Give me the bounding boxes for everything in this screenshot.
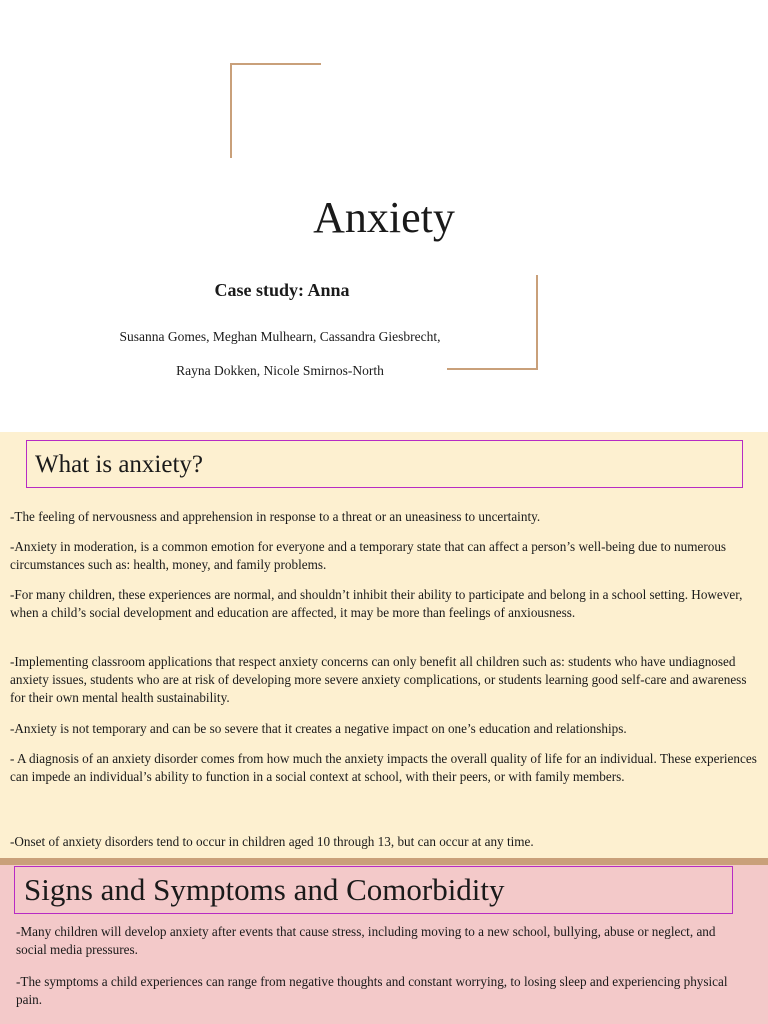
what-paragraph-6: - A diagnosis of an anxiety disorder comes from how much the anxiety impacts the overall quality of life for an individual. These experiences can impede an individual’s ability to function in a social context at school, with their peers, or with family members. [10, 751, 757, 784]
signs-heading: Signs and Symptoms and Comorbidity [24, 872, 505, 907]
authors-line-1: Susanna Gomes, Meghan Mulhearn, Cassandra Giesbrecht, [119, 329, 441, 344]
bottom-right-corner-vertical [536, 275, 538, 370]
top-left-corner-horizontal [230, 63, 321, 65]
what-paragraph-7: -Onset of anxiety disorders tend to occur in children aged 10 through 13, but can occur at any time. [10, 834, 534, 849]
what-paragraph-5: -Anxiety is not temporary and can be so severe that it creates a negative impact on one’s education and relationships. [10, 721, 627, 736]
what-is-anxiety-slide [0, 432, 768, 858]
what-paragraph-3: -For many children, these experiences are normal, and shouldn’t inhibit their ability to participate and belong in a school setting. However, when a child’s social development and education are affected, it may be more than feelings of anxiousness. [10, 587, 743, 620]
case-study-subtitle: Case study: Anna [214, 280, 350, 300]
title-slide [0, 0, 768, 432]
signs-paragraph-2: -The symptoms a child experiences can range from negative thoughts and constant worrying, to losing sleep and experiencing physical pain. [16, 974, 728, 1007]
signs-paragraph-1: -Many children will develop anxiety after events that cause stress, including moving to a new school, bullying, abuse or neglect, and social media pressures. [16, 924, 716, 957]
what-paragraph-4: -Implementing classroom applications that respect anxiety concerns can only benefit all children such as: students who have undiagnosed anxiety issues, students who are at risk of developing more severe anxiety complications, or students learning good self-care and awareness for their own mental health sustainability. [10, 654, 747, 705]
top-left-corner-vertical [230, 63, 232, 158]
what-heading: What is anxiety? [35, 451, 203, 478]
slide-divider [0, 858, 768, 865]
page-title: Anxiety [313, 193, 455, 242]
what-paragraph-2: -Anxiety in moderation, is a common emotion for everyone and a temporary state that can affect a person’s well-being due to numerous circumstances such as: health, money, and family problems. [10, 539, 727, 572]
what-paragraph-1: -The feeling of nervousness and apprehension in response to a threat or an uneasiness to uncertainty. [10, 509, 541, 524]
what-heading-box [26, 440, 743, 488]
authors-line-2: Rayna Dokken, Nicole Smirnos-North [176, 363, 384, 378]
signs-heading-box [14, 866, 733, 914]
signs-and-symptoms-slide [0, 865, 768, 1024]
